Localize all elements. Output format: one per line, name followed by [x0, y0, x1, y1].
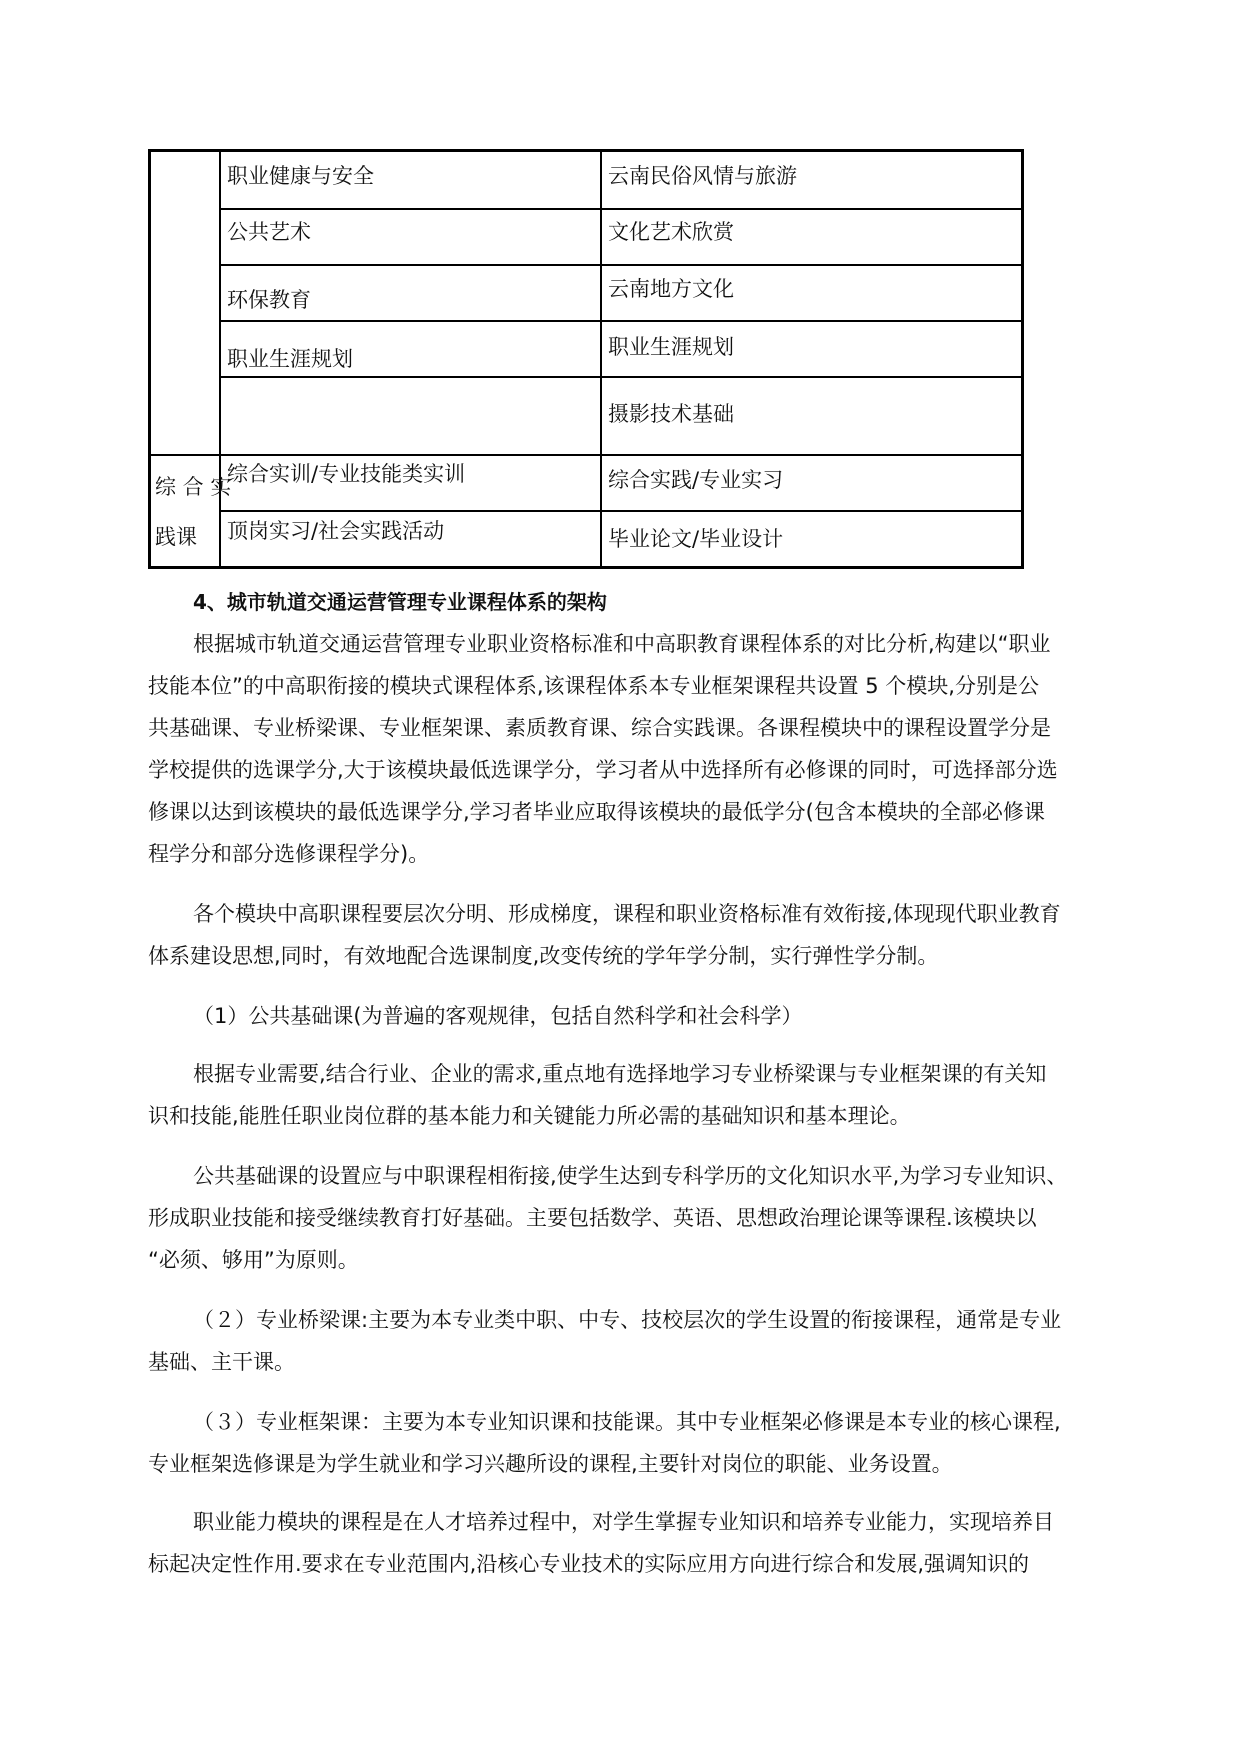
table-divider [219, 264, 1021, 266]
course-table [148, 149, 1024, 569]
table-cell: 摄影技术基础 [608, 402, 734, 426]
table-cell: 毕业论文/毕业设计 [608, 527, 784, 551]
table-cell: 综合实践/专业实习 [608, 468, 784, 492]
text-line: （３）专业框架课：主要为本专业知识课和技能课。其中专业框架必修课是本专业的核心课程, [193, 1410, 1061, 1434]
text-line: 根据专业需要,结合行业、企业的需求,重点地有选择地学习专业桥梁课与专业框架课的有关知 [193, 1062, 1047, 1086]
table-group-label: 综 合 实 [155, 475, 232, 499]
table-divider [219, 376, 1021, 378]
text-line: 各个模块中高职课程要层次分明、形成梯度，课程和职业资格标准有效衔接,体现现代职业教育 [193, 902, 1061, 926]
text-line: 程学分和部分选修课程学分)。 [148, 842, 430, 866]
table-group-label: 践课 [155, 525, 197, 549]
section-heading: 4、城市轨道交通运营管理专业课程体系的架构 [193, 590, 607, 614]
table-divider [219, 510, 1021, 512]
text-line: 共基础课、专业桥梁课、专业框架课、素质教育课、综合实践课。各课程模块中的课程设置学分是 [148, 716, 1051, 740]
text-line: 学校提供的选课学分,大于该模块最低选课学分，学习者从中选择所有必修课的同时，可选择部分选 [148, 758, 1058, 782]
text-line: 识和技能,能胜任职业岗位群的基本能力和关键能力所必需的基础知识和基本理论。 [148, 1104, 911, 1128]
table-cell: 文化艺术欣赏 [608, 220, 734, 244]
table-divider [219, 320, 1021, 322]
text-line: 体系建设思想,同时，有效地配合选课制度,改变传统的学年学分制，实行弹性学分制。 [148, 944, 939, 968]
text-line: 技能本位”的中高职衔接的模块式课程体系,该课程体系本专业框架课程共设置 5 个模块,分别是公 [148, 674, 1039, 698]
table-cell: 综合实训/专业技能类实训 [227, 462, 466, 486]
text-line: 专业框架选修课是为学生就业和学习兴趣所设的课程,主要针对岗位的职能、业务设置。 [148, 1452, 953, 1476]
table-cell: 云南民俗风情与旅游 [608, 164, 797, 188]
table-divider [219, 208, 1021, 210]
table-divider [219, 152, 221, 566]
text-line: “必须、够用”为原则。 [148, 1248, 359, 1272]
table-divider [600, 152, 602, 566]
text-line: 职业能力模块的课程是在人才培养过程中，对学生掌握专业知识和培养专业能力，实现培养目 [193, 1510, 1054, 1534]
text-line: （２）专业桥梁课:主要为本专业类中职、中专、技校层次的学生设置的衔接课程，通常是专业 [193, 1308, 1062, 1332]
table-cell: 职业生涯规划 [608, 335, 734, 359]
table-cell: 顶岗实习/社会实践活动 [227, 519, 445, 543]
table-divider [151, 454, 1021, 456]
text-line: 根据城市轨道交通运营管理专业职业资格标准和中高职教育课程体系的对比分析,构建以“职业 [193, 632, 1051, 656]
table-cell: 公共艺术 [227, 220, 311, 244]
table-cell: 云南地方文化 [608, 277, 734, 301]
table-cell: 环保教育 [227, 288, 311, 312]
text-line: 标起决定性作用.要求在专业范围内,沿核心专业技术的实际应用方向进行综合和发展,强调知识的 [148, 1552, 1030, 1576]
text-line: 修课以达到该模块的最低选课学分,学习者毕业应取得该模块的最低学分(包含本模块的全部必修课 [148, 800, 1045, 824]
text-line: 基础、主干课。 [148, 1350, 295, 1374]
text-line: （1）公共基础课(为普遍的客观规律，包括自然科学和社会科学） [193, 1004, 803, 1028]
table-cell: 职业生涯规划 [227, 347, 353, 371]
text-line: 形成职业技能和接受继续教育打好基础。主要包括数学、英语、思想政治理论课等课程.该模块以 [148, 1206, 1037, 1230]
table-cell: 职业健康与安全 [227, 164, 374, 188]
text-line: 公共基础课的设置应与中职课程相衔接,使学生达到专科学历的文化知识水平,为学习专业知识、 [193, 1164, 1068, 1188]
